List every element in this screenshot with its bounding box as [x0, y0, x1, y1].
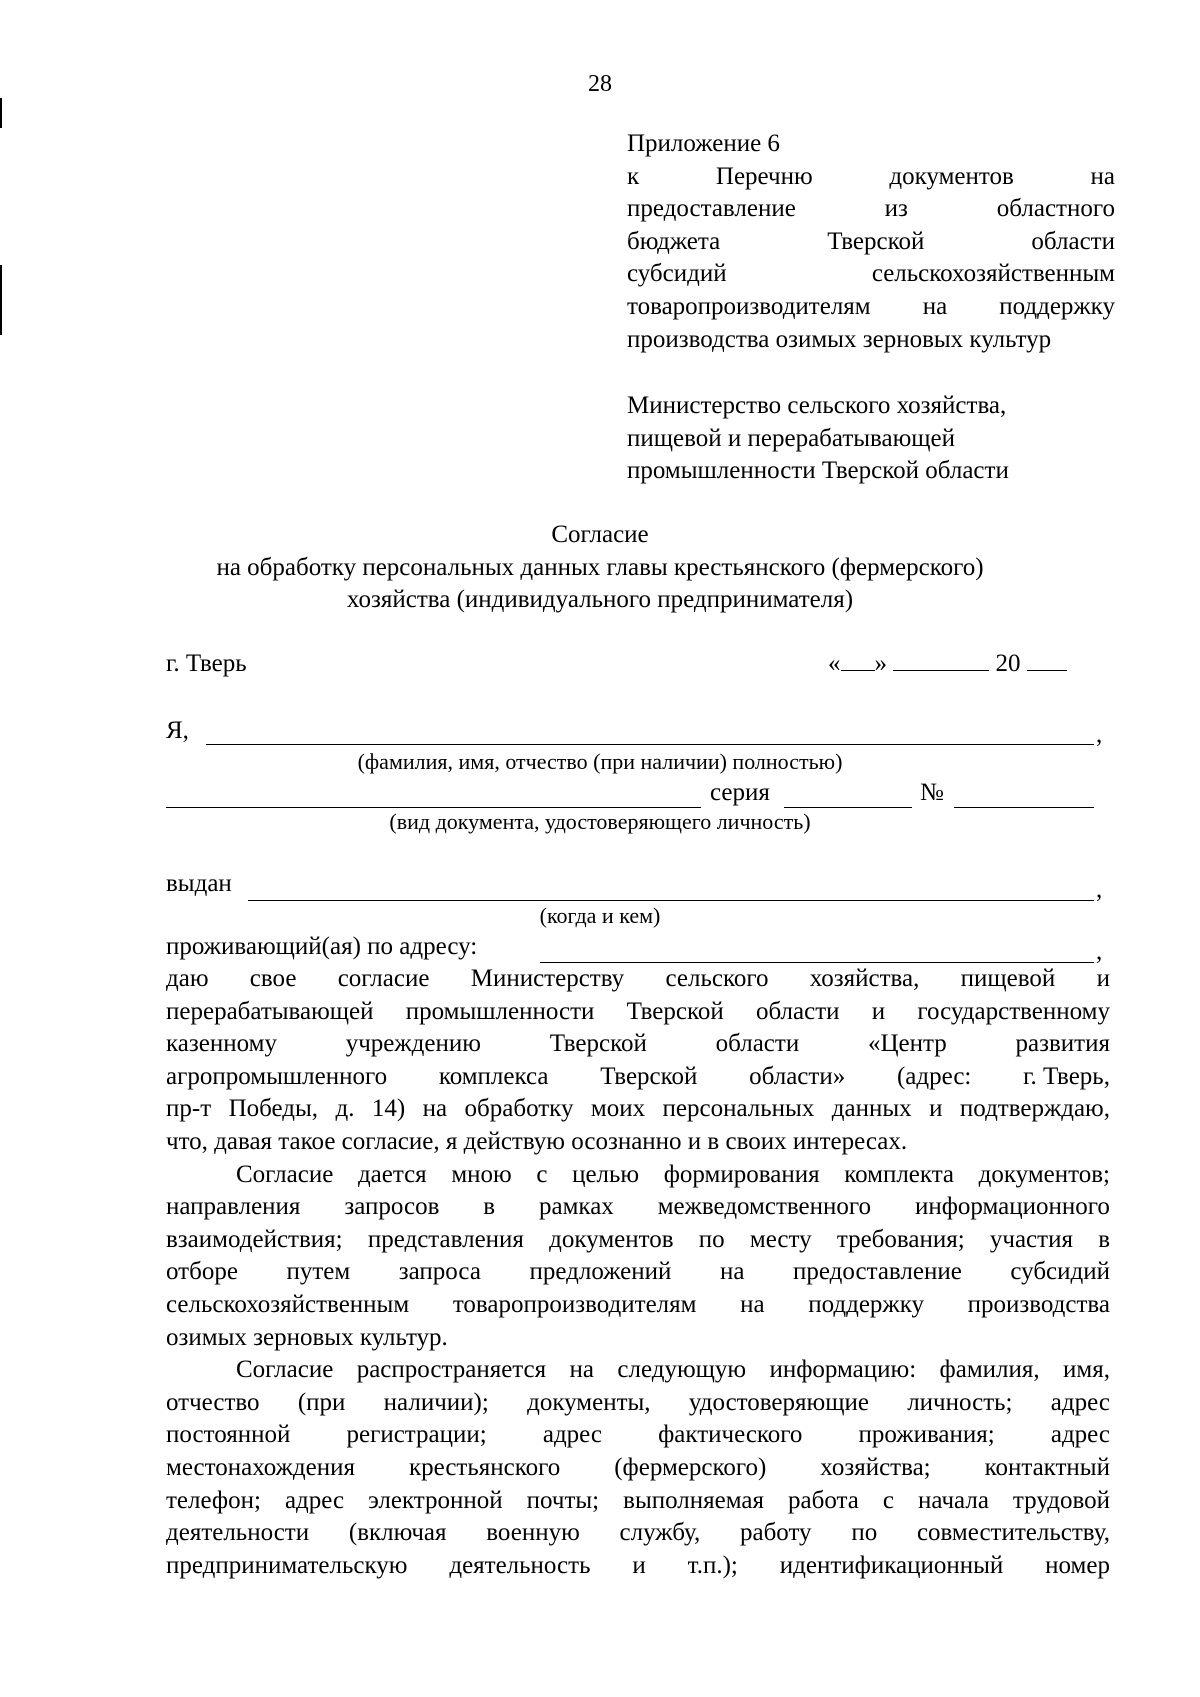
word: постоянной: [166, 1421, 291, 1449]
number-label: №: [920, 779, 944, 806]
word: взаимодействия; представления документов по месту требования; участия в: [166, 1225, 1110, 1253]
consent-subtitle: хозяйства (индивидуального предпринимателя): [346, 586, 854, 614]
word: Согласие распространяется на следующую информацию: фамилия, имя,: [236, 1356, 1110, 1384]
word: поддержку: [808, 1290, 924, 1318]
consent-heading: [100, 519, 1100, 617]
appendix-lines: [627, 161, 1115, 324]
word: путем: [286, 1258, 351, 1286]
consent-title: Согласие: [551, 521, 649, 548]
text-line: [166, 1191, 1110, 1224]
text-line: [166, 1224, 1110, 1257]
fio-hint: (фамилия, имя, отчество (при наличии) полностью): [357, 749, 843, 774]
issued-comma: ,: [1096, 876, 1103, 903]
word: товаропроизводителям: [627, 292, 871, 320]
appendix-last-line: производства озимых зерновых культур: [627, 325, 1052, 353]
text-line: [166, 1485, 1110, 1518]
word: Тверской: [600, 1062, 698, 1090]
year-prefix: 20: [995, 650, 1021, 677]
word: казенному: [166, 1030, 277, 1058]
word: перерабатывающей промышленности Тверской области и государственному: [166, 997, 1110, 1025]
ministry-line: Министерство сельского хозяйства,: [627, 392, 1007, 419]
text-line: [166, 1387, 1110, 1420]
text-line: [166, 1517, 1110, 1550]
word: (адрес:: [896, 1062, 972, 1090]
word: работу: [739, 1519, 812, 1547]
word: по: [851, 1519, 878, 1547]
text-line: [627, 258, 1115, 291]
word: областного: [996, 195, 1115, 223]
word: на: [719, 1258, 745, 1286]
word: пр-т Победы, д. 14) на обработку моих персональных данных и подтверждаю,: [166, 1095, 1110, 1123]
text-line: [166, 1289, 1110, 1322]
word: направления: [166, 1193, 301, 1221]
word: регистрации;: [346, 1421, 487, 1449]
word: (включая: [348, 1519, 447, 1547]
word: контактный: [984, 1453, 1110, 1481]
word: адрес: [1050, 1421, 1110, 1449]
month-blank[interactable]: [893, 648, 989, 671]
text-line: [166, 1452, 1110, 1485]
word: Тверской: [549, 1030, 647, 1058]
word: поддержку: [999, 292, 1115, 320]
word: свое: [249, 965, 297, 992]
word: сельскохозяйственным: [871, 260, 1115, 288]
word: межведомственного: [657, 1193, 872, 1221]
doc-hint: (вид документа, удостоверяющего личность): [389, 809, 811, 834]
word: Министерству: [470, 965, 625, 992]
word: области: [715, 1030, 800, 1058]
word: номер: [1045, 1551, 1110, 1579]
consent-body: [166, 963, 1110, 1582]
text-line: [166, 1093, 1110, 1126]
word: развития: [1015, 1030, 1110, 1058]
text-line: [166, 1061, 1110, 1094]
ministry-address: [627, 390, 1115, 488]
word: на: [740, 1290, 765, 1318]
word: т.п.);: [687, 1551, 738, 1579]
word: Тверской: [827, 227, 925, 255]
word: товаропроизводителям: [452, 1290, 697, 1318]
word: сельского: [665, 965, 769, 992]
scan-edge-mark: [0, 98, 2, 128]
paragraph-last-line: озимых зерновых культур.: [166, 1323, 448, 1351]
word: в: [483, 1193, 496, 1221]
appendix-title: Приложение 6: [627, 130, 780, 157]
ministry-line: пищевой и перерабатывающей: [627, 424, 956, 452]
word: отборе: [166, 1258, 238, 1286]
address-label: проживающий(ая) по адресу:: [166, 933, 478, 960]
word: адрес: [542, 1421, 602, 1449]
text-line: [166, 996, 1110, 1029]
word: службу,: [619, 1519, 701, 1547]
word: бюджета: [627, 227, 721, 255]
fio-blank[interactable]: [206, 744, 1094, 745]
date-field: [828, 648, 1067, 681]
word: субсидий: [627, 260, 727, 288]
fio-comma: ,: [1096, 721, 1103, 748]
word: из: [884, 195, 908, 223]
word: Перечню: [715, 162, 813, 190]
series-label: серия: [710, 779, 770, 806]
word: хозяйства;: [820, 1453, 931, 1481]
word: военную: [486, 1519, 580, 1547]
word: предложений: [529, 1258, 672, 1286]
word: предоставление: [627, 195, 796, 223]
word: к: [627, 162, 640, 190]
word: (при: [297, 1388, 346, 1416]
word: телефон; адрес электронной почты; выполняемая работа с начала трудовой: [166, 1486, 1110, 1514]
text-line: [166, 1159, 1110, 1192]
text-line: [627, 193, 1115, 226]
word: на: [1090, 162, 1115, 190]
word: области: [1031, 227, 1115, 255]
text-line: [166, 1256, 1110, 1289]
date-open-quote: «: [828, 650, 841, 677]
word: учреждению: [345, 1030, 481, 1058]
word: предпринимательскую: [166, 1551, 408, 1579]
word: агропромышленного: [166, 1062, 388, 1090]
text-line: [166, 1419, 1110, 1452]
word: деятельности: [166, 1519, 310, 1547]
year-blank[interactable]: [1027, 648, 1067, 671]
word: «Центр: [867, 1030, 947, 1058]
address-comma: ,: [1096, 938, 1103, 965]
word: фактического: [658, 1421, 803, 1449]
word: рамках: [539, 1193, 614, 1221]
ya-label: Я,: [166, 717, 189, 744]
word: проживания;: [858, 1421, 995, 1449]
text-line: [627, 291, 1115, 324]
date-close-quote: »: [874, 650, 887, 677]
text-line: [627, 226, 1115, 259]
word: (фермерского): [614, 1453, 767, 1481]
word: субсидий: [1010, 1258, 1110, 1286]
text-line: [166, 1354, 1110, 1387]
word: информационного: [914, 1193, 1110, 1221]
word: документы,: [527, 1388, 651, 1416]
word: местонахождения: [166, 1453, 355, 1481]
word: производства: [967, 1290, 1110, 1318]
issued-hint: (когда и кем): [539, 903, 661, 928]
day-blank[interactable]: [841, 648, 875, 671]
word: сельскохозяйственным: [166, 1290, 410, 1318]
word: наличии);: [383, 1388, 489, 1416]
text-line: [166, 1028, 1110, 1061]
word: совместительству,: [916, 1519, 1110, 1547]
text-line: [627, 161, 1115, 194]
issued-label: выдан: [166, 870, 232, 897]
word: на: [922, 292, 948, 320]
issued-blank[interactable]: [248, 900, 1094, 901]
word: отчество: [166, 1388, 260, 1416]
text-line: [166, 1550, 1110, 1583]
word: области»: [749, 1062, 846, 1090]
word: и: [1096, 965, 1110, 992]
paragraph-last-line: что, давая такое согласие, я действую осознанно и в своих интересах.: [166, 1127, 908, 1155]
word: г. Тверь,: [1023, 1062, 1110, 1090]
word: и: [632, 1551, 646, 1579]
word: деятельность: [449, 1551, 591, 1579]
word: пищевой: [960, 965, 1056, 992]
text-line: [166, 963, 1110, 996]
word: комплекса: [438, 1062, 549, 1090]
word: Согласие дается мною с целью формирования комплекта документов;: [236, 1160, 1110, 1188]
ministry-line: промышленности Тверской области: [627, 457, 1009, 485]
word: хозяйства,: [809, 965, 920, 992]
page-number: 28: [588, 71, 612, 97]
consent-subtitle: на обработку персональных данных главы крестьянского (фермерского): [216, 553, 984, 581]
word: личность;: [907, 1388, 1013, 1416]
scan-edge-mark: [0, 265, 2, 335]
word: удостоверяющие: [688, 1388, 869, 1416]
word: предоставление: [793, 1258, 962, 1286]
word: согласие: [337, 965, 430, 992]
place-city: г. Тверь: [166, 650, 247, 677]
word: запросов: [344, 1193, 440, 1221]
word: идентификационный: [779, 1551, 1004, 1579]
word: запроса: [398, 1258, 481, 1286]
word: даю: [166, 965, 209, 992]
appendix-header: [627, 128, 1115, 356]
word: документов: [889, 162, 1014, 190]
word: адрес: [1050, 1388, 1110, 1416]
word: крестьянского: [408, 1453, 561, 1481]
